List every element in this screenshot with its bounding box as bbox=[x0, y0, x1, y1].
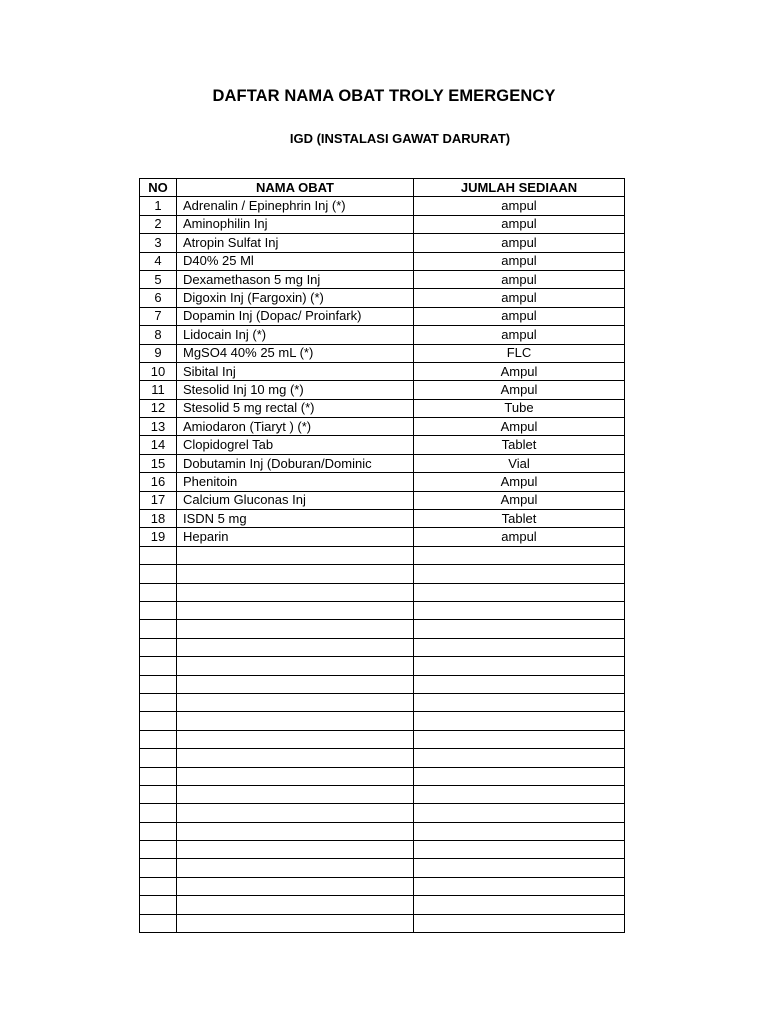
row-number-cell bbox=[140, 657, 177, 675]
empty-table-row bbox=[140, 841, 625, 859]
table-row bbox=[140, 381, 625, 399]
drug-name-cell bbox=[177, 804, 414, 822]
drug-name-cell: Phenitoin bbox=[177, 473, 414, 491]
row-number-cell bbox=[140, 804, 177, 822]
empty-table-row bbox=[140, 638, 625, 656]
row-number-cell: 2 bbox=[140, 215, 177, 233]
row-number-cell bbox=[140, 546, 177, 564]
row-number-cell: 16 bbox=[140, 473, 177, 491]
quantity-cell bbox=[414, 657, 625, 675]
drug-name-cell: Dopamin Inj (Dopac/ Proinfark) bbox=[177, 307, 414, 325]
quantity-cell: ampul bbox=[414, 289, 625, 307]
empty-table-row bbox=[140, 620, 625, 638]
quantity-cell: FLC bbox=[414, 344, 625, 362]
row-number-cell: 7 bbox=[140, 307, 177, 325]
empty-table-row bbox=[140, 804, 625, 822]
row-number-cell: 11 bbox=[140, 381, 177, 399]
empty-table-row bbox=[140, 601, 625, 619]
table-row bbox=[140, 197, 625, 215]
drug-name-cell: Heparin bbox=[177, 528, 414, 546]
drug-name-cell: Dexamethason 5 mg Inj bbox=[177, 270, 414, 288]
row-number-cell bbox=[140, 877, 177, 895]
table-row bbox=[140, 234, 625, 252]
empty-table-row bbox=[140, 583, 625, 601]
document-title: DAFTAR NAMA OBAT TROLY EMERGENCY bbox=[212, 87, 556, 105]
drug-name-cell bbox=[177, 767, 414, 785]
row-number-cell: 4 bbox=[140, 252, 177, 270]
row-number-cell: 10 bbox=[140, 362, 177, 380]
quantity-cell bbox=[414, 675, 625, 693]
quantity-cell bbox=[414, 730, 625, 748]
empty-table-row bbox=[140, 546, 625, 564]
drug-name-cell bbox=[177, 675, 414, 693]
drug-list-table bbox=[139, 178, 625, 933]
drug-name-cell: MgSO4 40% 25 mL (*) bbox=[177, 344, 414, 362]
row-number-cell: 3 bbox=[140, 234, 177, 252]
drug-name-cell: Amiodaron (Tiaryt ) (*) bbox=[177, 418, 414, 436]
drug-name-cell: Sibital Inj bbox=[177, 362, 414, 380]
row-number-cell: 14 bbox=[140, 436, 177, 454]
drug-name-cell bbox=[177, 749, 414, 767]
row-number-cell bbox=[140, 601, 177, 619]
quantity-cell: Ampul bbox=[414, 491, 625, 509]
table-row bbox=[140, 289, 625, 307]
empty-table-row bbox=[140, 712, 625, 730]
drug-name-cell bbox=[177, 896, 414, 914]
quantity-cell bbox=[414, 877, 625, 895]
row-number-cell bbox=[140, 785, 177, 803]
quantity-cell bbox=[414, 822, 625, 840]
row-number-cell: 15 bbox=[140, 454, 177, 472]
drug-name-cell: Lidocain Inj (*) bbox=[177, 326, 414, 344]
drug-name-cell bbox=[177, 693, 414, 711]
drug-name-cell bbox=[177, 712, 414, 730]
row-number-cell bbox=[140, 565, 177, 583]
quantity-cell bbox=[414, 601, 625, 619]
quantity-cell: ampul bbox=[414, 215, 625, 233]
drug-name-cell bbox=[177, 841, 414, 859]
table-row bbox=[140, 418, 625, 436]
drug-name-cell: Adrenalin / Epinephrin Inj (*) bbox=[177, 197, 414, 215]
header-drug-name: NAMA OBAT bbox=[177, 179, 414, 197]
quantity-cell: ampul bbox=[414, 197, 625, 215]
drug-name-cell: Stesolid 5 mg rectal (*) bbox=[177, 399, 414, 417]
quantity-cell: ampul bbox=[414, 528, 625, 546]
row-number-cell: 17 bbox=[140, 491, 177, 509]
drug-name-cell: D40% 25 Ml bbox=[177, 252, 414, 270]
header-no: NO bbox=[140, 179, 177, 197]
row-number-cell: 5 bbox=[140, 270, 177, 288]
drug-name-cell bbox=[177, 730, 414, 748]
drug-name-cell bbox=[177, 877, 414, 895]
row-number-cell bbox=[140, 841, 177, 859]
drug-name-cell: ISDN 5 mg bbox=[177, 510, 414, 528]
drug-name-cell bbox=[177, 657, 414, 675]
quantity-cell: ampul bbox=[414, 270, 625, 288]
row-number-cell bbox=[140, 822, 177, 840]
quantity-cell: Tablet bbox=[414, 436, 625, 454]
row-number-cell: 18 bbox=[140, 510, 177, 528]
table-row bbox=[140, 436, 625, 454]
quantity-cell bbox=[414, 767, 625, 785]
quantity-cell bbox=[414, 914, 625, 932]
empty-table-row bbox=[140, 730, 625, 748]
quantity-cell bbox=[414, 546, 625, 564]
row-number-cell: 6 bbox=[140, 289, 177, 307]
row-number-cell bbox=[140, 693, 177, 711]
row-number-cell bbox=[140, 675, 177, 693]
drug-name-cell bbox=[177, 638, 414, 656]
empty-table-row bbox=[140, 877, 625, 895]
row-number-cell bbox=[140, 914, 177, 932]
empty-table-row bbox=[140, 785, 625, 803]
quantity-cell: ampul bbox=[414, 234, 625, 252]
drug-name-cell bbox=[177, 583, 414, 601]
quantity-cell bbox=[414, 749, 625, 767]
empty-table-row bbox=[140, 565, 625, 583]
quantity-cell: Tablet bbox=[414, 510, 625, 528]
quantity-cell bbox=[414, 638, 625, 656]
row-number-cell: 19 bbox=[140, 528, 177, 546]
empty-table-row bbox=[140, 896, 625, 914]
drug-name-cell: Stesolid Inj 10 mg (*) bbox=[177, 381, 414, 399]
table-row bbox=[140, 491, 625, 509]
quantity-cell bbox=[414, 804, 625, 822]
table-row bbox=[140, 307, 625, 325]
table-row bbox=[140, 528, 625, 546]
row-number-cell: 12 bbox=[140, 399, 177, 417]
quantity-cell: Ampul bbox=[414, 473, 625, 491]
quantity-cell bbox=[414, 896, 625, 914]
quantity-cell bbox=[414, 583, 625, 601]
table-row bbox=[140, 270, 625, 288]
drug-name-cell: Digoxin Inj (Fargoxin) (*) bbox=[177, 289, 414, 307]
table-row bbox=[140, 510, 625, 528]
drug-name-cell bbox=[177, 785, 414, 803]
quantity-cell bbox=[414, 565, 625, 583]
table-row bbox=[140, 454, 625, 472]
table-header-row bbox=[140, 179, 625, 197]
quantity-cell bbox=[414, 859, 625, 877]
quantity-cell bbox=[414, 785, 625, 803]
empty-table-row bbox=[140, 657, 625, 675]
table-row bbox=[140, 252, 625, 270]
quantity-cell: ampul bbox=[414, 326, 625, 344]
drug-name-cell: Dobutamin Inj (Doburan/Dominic bbox=[177, 454, 414, 472]
drug-name-cell bbox=[177, 601, 414, 619]
quantity-cell: Ampul bbox=[414, 362, 625, 380]
row-number-cell bbox=[140, 767, 177, 785]
row-number-cell bbox=[140, 859, 177, 877]
row-number-cell: 13 bbox=[140, 418, 177, 436]
table-row bbox=[140, 473, 625, 491]
drug-name-cell: Clopidogrel Tab bbox=[177, 436, 414, 454]
row-number-cell bbox=[140, 749, 177, 767]
drug-name-cell bbox=[177, 822, 414, 840]
drug-name-cell: Calcium Gluconas Inj bbox=[177, 491, 414, 509]
row-number-cell: 1 bbox=[140, 197, 177, 215]
empty-table-row bbox=[140, 822, 625, 840]
table-body bbox=[140, 197, 625, 933]
quantity-cell bbox=[414, 620, 625, 638]
table-row bbox=[140, 326, 625, 344]
table-row bbox=[140, 344, 625, 362]
quantity-cell bbox=[414, 841, 625, 859]
drug-name-cell bbox=[177, 565, 414, 583]
table-row bbox=[140, 215, 625, 233]
drug-name-cell bbox=[177, 620, 414, 638]
row-number-cell: 9 bbox=[140, 344, 177, 362]
row-number-cell bbox=[140, 638, 177, 656]
quantity-cell: Ampul bbox=[414, 381, 625, 399]
quantity-cell bbox=[414, 693, 625, 711]
drug-name-cell bbox=[177, 914, 414, 932]
quantity-cell bbox=[414, 712, 625, 730]
quantity-cell: ampul bbox=[414, 307, 625, 325]
quantity-cell: Tube bbox=[414, 399, 625, 417]
table-row bbox=[140, 399, 625, 417]
header-quantity: JUMLAH SEDIAAN bbox=[414, 179, 625, 197]
row-number-cell bbox=[140, 896, 177, 914]
document-subtitle: IGD (INSTALASI GAWAT DARURAT) bbox=[289, 131, 511, 146]
empty-table-row bbox=[140, 859, 625, 877]
empty-table-row bbox=[140, 767, 625, 785]
row-number-cell bbox=[140, 712, 177, 730]
row-number-cell: 8 bbox=[140, 326, 177, 344]
row-number-cell bbox=[140, 730, 177, 748]
empty-table-row bbox=[140, 914, 625, 932]
quantity-cell: ampul bbox=[414, 252, 625, 270]
row-number-cell bbox=[140, 620, 177, 638]
quantity-cell: Vial bbox=[414, 454, 625, 472]
drug-name-cell bbox=[177, 859, 414, 877]
empty-table-row bbox=[140, 693, 625, 711]
quantity-cell: Ampul bbox=[414, 418, 625, 436]
empty-table-row bbox=[140, 749, 625, 767]
empty-table-row bbox=[140, 675, 625, 693]
drug-name-cell: Aminophilin Inj bbox=[177, 215, 414, 233]
row-number-cell bbox=[140, 583, 177, 601]
drug-name-cell: Atropin Sulfat Inj bbox=[177, 234, 414, 252]
drug-name-cell bbox=[177, 546, 414, 564]
table-row bbox=[140, 362, 625, 380]
